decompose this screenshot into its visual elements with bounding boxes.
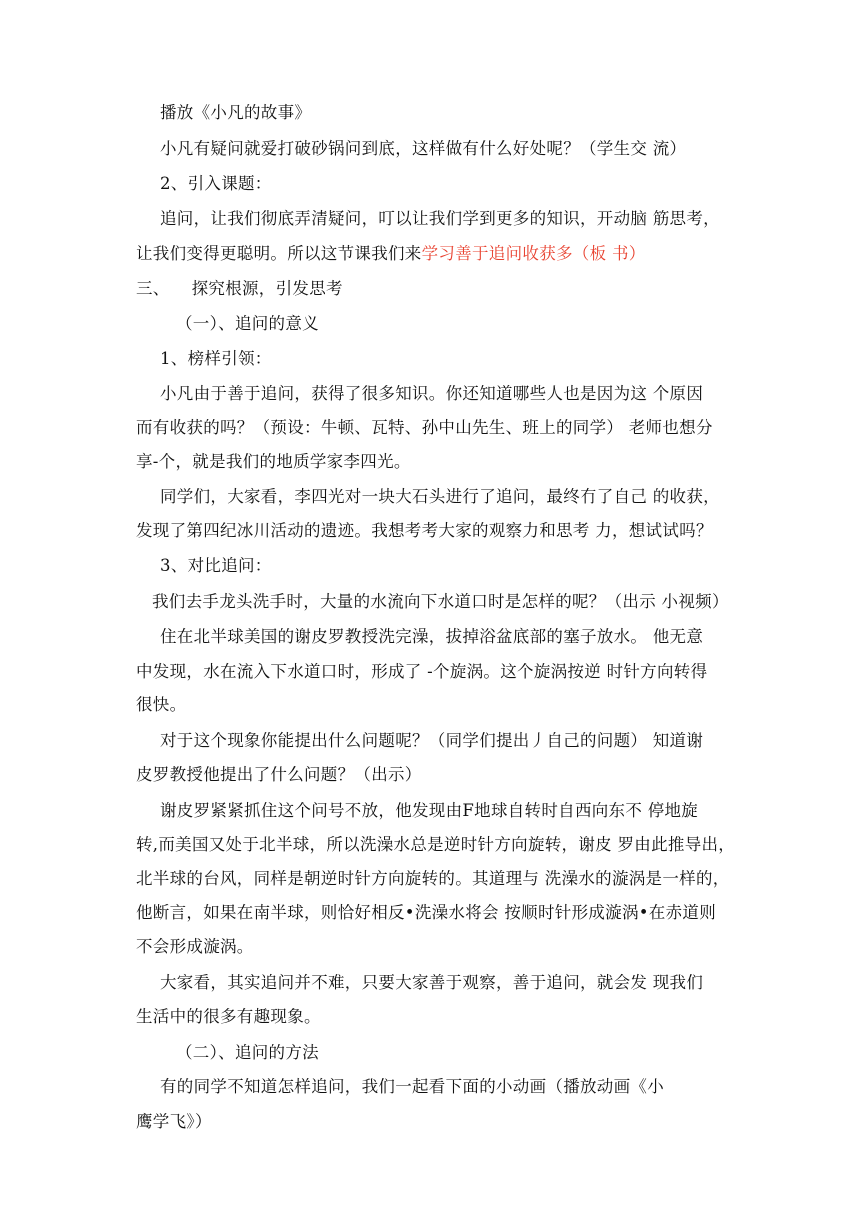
paragraph-conclusion-line2: 转,而美国又处于北半球，所以洗澡水总是逆时针方向旋转，谢皮 罗由此推导出， bbox=[136, 835, 736, 854]
paragraph-ask-question-line2: 皮罗教授他提出了什么问题？（出示） bbox=[136, 765, 422, 784]
paragraph-play-video: 播放《小凡的故事》 bbox=[160, 103, 312, 122]
heading-compare: 3、对比追问： bbox=[160, 556, 272, 575]
paragraph-conclusion-line3: 北半球的台风，同样是朝逆时针方向旋转的。其道理与 洗澡水的漩涡是一样的， bbox=[136, 869, 730, 888]
heading-role-model: 1、榜样引领： bbox=[160, 349, 272, 368]
paragraph-conclusion-line1: 谢皮罗紧紧抓住这个问号不放，他发现由F地球自转时自西向东不 停地旋 bbox=[160, 801, 699, 820]
paragraph-animation-line2: 鹰学飞》） bbox=[136, 1112, 212, 1131]
paragraph-shapiro-line3: 很快。 bbox=[136, 695, 187, 714]
subsection-meaning: （一）、追问的意义 bbox=[176, 314, 319, 333]
subsection-methods: （二）、追问的方法 bbox=[176, 1043, 319, 1062]
paragraph-faucet: 我们去手龙头洗手时，大量的水流向下水道口时是怎样的呢？（出示 小视频） bbox=[152, 592, 729, 611]
paragraph-li-siguang-line2: 发现了第四纪冰川活动的遗迹。我想考考大家的观察力和思考 力，想试试吗？ bbox=[136, 521, 713, 540]
heading-introduce-topic: 2、引入课题： bbox=[160, 174, 272, 193]
paragraph-conclusion-line5: 不会形成漩涡。 bbox=[136, 937, 254, 956]
paragraph-question-benefit: 小凡有疑问就爱打破砂锅问到底，这样做有什么好处呢？（学生交 流） bbox=[160, 139, 687, 158]
paragraph-summary-line2: 生活中的很多有趣现象。 bbox=[136, 1007, 321, 1026]
section-number: 三、 bbox=[136, 279, 170, 298]
paragraph-follow-up-line1: 追问，让我们彻底弄清疑问，叮以让我们学到更多的知识，开动脑 筋思考， bbox=[160, 209, 720, 228]
paragraph-summary-line1: 大家看，其实追问并不难，只要大家善于观察，善于追问，就会发 现我们 bbox=[160, 973, 704, 992]
paragraph-ask-question-line1: 对于这个现象你能提出什么问题呢？（同学们提出丿自己的问题） 知道谢 bbox=[160, 731, 704, 750]
paragraph-follow-up-text: 让我们变得更聪明。所以这节课我们来 bbox=[136, 244, 422, 263]
paragraph-role-model-line3: 享-个，就是我们的地质学家李四光。 bbox=[136, 452, 411, 471]
paragraph-li-siguang-line1: 同学们，大家看，李四光对一块大石头进行了追问，最终冇了自己 的收获， bbox=[160, 487, 720, 506]
paragraph-conclusion-line4: 他断言，如果在南半球，则恰好相反•洗澡水将会 按顺时针形成漩涡•在赤道则 bbox=[136, 903, 717, 922]
paragraph-animation-line1: 有的同学不知道怎样追问，我们一起看下面的小动画（播放动画《小 bbox=[160, 1077, 664, 1096]
paragraph-shapiro-line2: 中发现，水在流入下水道口时，形成了 -个旋涡。这个旋涡按逆 时针方向转得 bbox=[136, 662, 708, 681]
paragraph-follow-up-line2 bbox=[136, 242, 646, 266]
section-three-heading bbox=[136, 277, 343, 301]
paragraph-role-model-line2: 而有收获的吗？（预设：牛顿、瓦特、孙中山先生、班上的同学） 老师也想分 bbox=[136, 418, 713, 437]
lesson-title-highlight: 学习善于追问收获多（板 书） bbox=[421, 244, 646, 263]
section-title: 探究根源，引发思考 bbox=[191, 279, 343, 298]
paragraph-shapiro-line1: 住在北半球美国的谢皮罗教授洗完澡，拔掉浴盆底部的塞子放水。 他无意 bbox=[160, 627, 704, 646]
paragraph-role-model-line1: 小凡由于善于追问，获得了很多知识。你还知道哪些人也是因为这 个原因 bbox=[160, 384, 704, 403]
